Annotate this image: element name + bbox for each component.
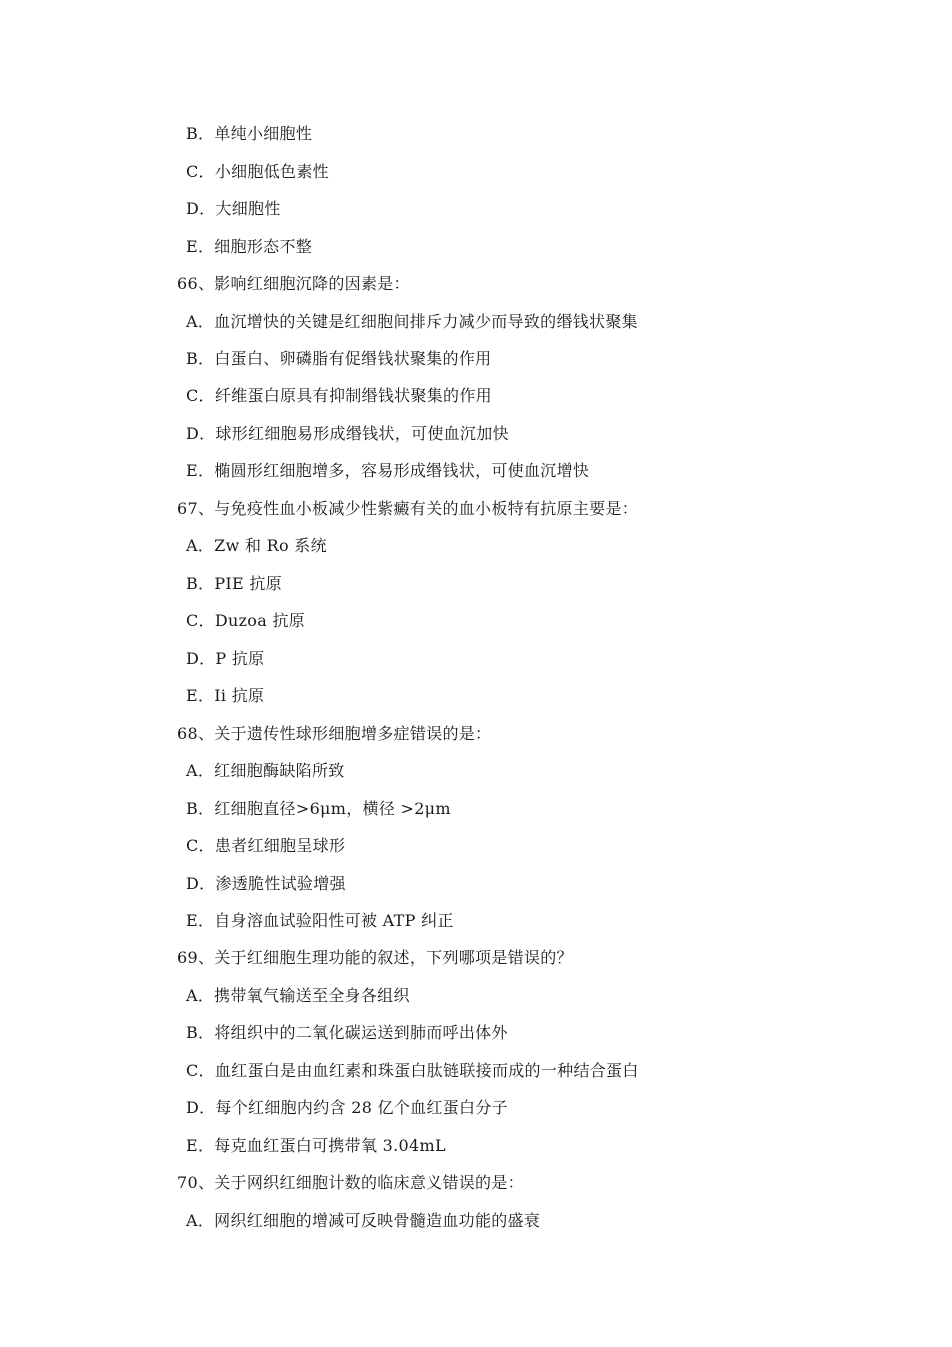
option-line: A．Zw 和 Ro 系统: [186, 536, 327, 555]
question-line: 70、关于网织红细胞计数的临床意义错误的是：: [177, 1173, 524, 1192]
option-line: B．PIE 抗原: [186, 574, 283, 593]
option-line: D．球形红细胞易形成缗钱状，可使血沉加快: [186, 424, 509, 443]
option-line: E．Ii 抗原: [186, 686, 265, 705]
option-line: D．大细胞性: [186, 199, 281, 218]
option-line: D．渗透脆性试验增强: [186, 874, 346, 893]
option-line: D．P 抗原: [186, 649, 265, 668]
option-line: E．椭圆形红细胞增多，容易形成缗钱状，可使血沉增快: [186, 461, 590, 480]
option-line: C．Duzoa 抗原: [186, 611, 306, 630]
question-line: 69、关于红细胞生理功能的叙述，下列哪项是错误的？: [177, 948, 573, 967]
option-line: B．白蛋白、卵磷脂有促缗钱状聚集的作用: [186, 349, 492, 368]
question-line: 66、影响红细胞沉降的因素是：: [177, 274, 410, 293]
option-line: C．纤维蛋白原具有抑制缗钱状聚集的作用: [186, 386, 492, 405]
option-line: A．红细胞酶缺陷所致: [186, 761, 345, 780]
option-line: B．红细胞直径>6μm，横径 >2μm: [186, 799, 451, 818]
option-line: C．血红蛋白是由血红素和珠蛋白肽链联接而成的一种结合蛋白: [186, 1061, 639, 1080]
option-line: C．小细胞低色素性: [186, 162, 329, 181]
option-line: A．血沉增快的关键是红细胞间排斥力减少而导致的缗钱状聚集: [186, 312, 638, 331]
option-line: E．细胞形态不整: [186, 237, 313, 256]
option-line: D．每个红细胞内约含 28 亿个血红蛋白分子: [186, 1098, 508, 1117]
option-line: E．自身溶血试验阳性可被 ATP 纠正: [186, 911, 454, 930]
question-line: 67、与免疫性血小板减少性紫癜有关的血小板特有抗原主要是：: [177, 499, 639, 518]
question-line: 68、关于遗传性球形细胞增多症错误的是：: [177, 724, 492, 743]
option-line: A．携带氧气输送至全身各组织: [186, 986, 410, 1005]
option-line: A．网织红细胞的增减可反映骨髓造血功能的盛衰: [186, 1211, 541, 1230]
option-line: B．单纯小细胞性: [186, 124, 313, 143]
option-line: B．将组织中的二氧化碳运送到肺而呼出体外: [186, 1023, 508, 1042]
option-line: C．患者红细胞呈球形: [186, 836, 346, 855]
option-line: E．每克血红蛋白可携带氧 3.04mL: [186, 1136, 446, 1155]
